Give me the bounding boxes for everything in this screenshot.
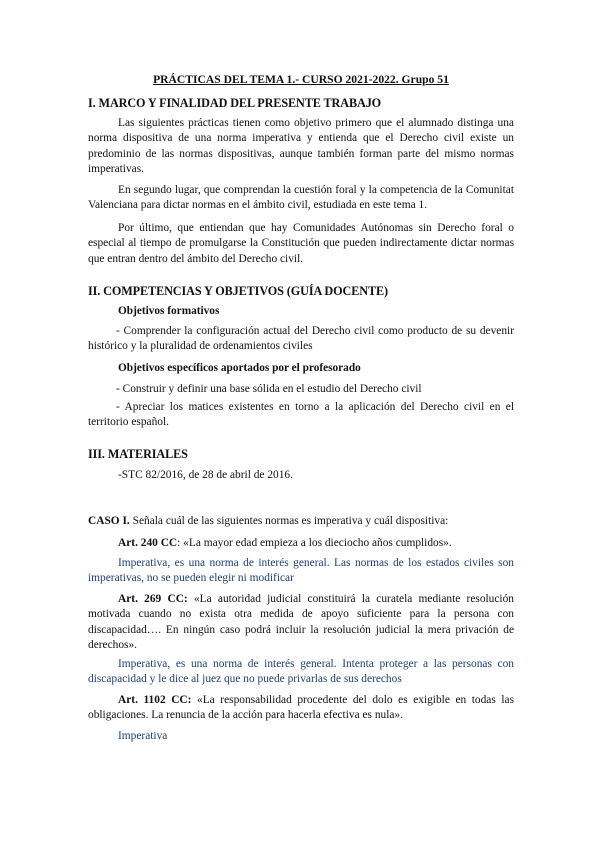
article-269-text: «La autoridad judicial constituirá la curatela mediante resolución motivada cuando no exista otra medida de apoyo suficiente para la persona con discapacidad…. En ningún caso podrá incluir la resolución judicial la mera privación de derechos». — [88, 593, 514, 652]
article-240-answer: Imperativa, es una norma de interés general. Las normas de los estados civiles son imperativas, no se pueden elegir ni modificar — [88, 557, 514, 585]
article-240-ref: Art. 240 CC — [118, 537, 178, 549]
formative-objective-item: - Comprender la configuración actual del Derecho civil como producto de su devenir histórico y la pluralidad de ordenamientos civiles — [88, 325, 514, 353]
section-1-heading: I. MARCO Y FINALIDAD DEL PRESENTE TRABAJO — [88, 96, 382, 110]
caso-1-prompt — [88, 514, 514, 529]
article-269 — [88, 592, 514, 654]
article-240 — [88, 536, 514, 551]
formative-objectives-title: Objetivos formativos — [118, 305, 220, 317]
specific-objectives-title: Objetivos específicos aportados por el profesorado — [118, 362, 361, 374]
section-1-paragraph-3: Por último, que entiendan que hay Comunidades Autónomas sin Derecho foral o especial al tiempo de promulgarse la Constitución que pueden indirectamente dictar normas que entran dentro del ámbito del Derecho civil. — [88, 222, 514, 265]
specific-objective-item-2: - Apreciar los matices existentes en torno a la aplicación del Derecho civil en el territorio español. — [88, 401, 514, 429]
article-269-answer: Imperativa, es una norma de interés general. Intenta proteger a las personas con discapacidad y le dice al juez que no puede privarlas de sus derechos — [88, 658, 514, 686]
document-title: PRÁCTICAS DEL TEMA 1.- CURSO 2021-2022. Grupo 51 — [153, 73, 449, 86]
article-240-text: : «La mayor edad empieza a los dieciocho años cumplidos». — [177, 537, 452, 549]
caso-1-label: CASO I. — [88, 515, 130, 527]
section-1-paragraph-2: En segundo lugar, que comprendan la cuestión foral y la competencia de la Comunitat Valenciana para dictar normas en el ámbito civil, estudiada en este tema 1. — [88, 184, 514, 212]
article-1102-ref: Art. 1102 CC: — [118, 694, 192, 706]
article-1102-answer: Imperativa — [118, 730, 168, 742]
materials-item: -STC 82/2016, de 28 de abril de 2016. — [118, 469, 293, 481]
section-2-heading: II. COMPETENCIAS Y OBJETIVOS (GUÍA DOCENTE) — [88, 284, 388, 298]
article-1102-text: «La responsabilidad procedente del dolo es exigible en todas las obligaciones. La renuncia de la acción para hacerla efectiva es nula». — [88, 694, 515, 722]
article-1102 — [88, 693, 514, 724]
section-3-heading: III. MATERIALES — [88, 447, 188, 461]
specific-objective-item-1: - Construir y definir una base sólida en el estudio del Derecho civil — [116, 383, 422, 395]
section-1-paragraph-1: Las siguientes prácticas tienen como objetivo primero que el alumnado distinga una norma dispositiva de una norma imperativa y entienda que el Derecho civil existe un predominio de las normas dispositivas, aunque también forman parte del mismo normas imperativas. — [88, 117, 514, 176]
article-269-ref: Art. 269 CC: — [118, 593, 188, 605]
caso-1-prompt-text: Señala cuál de las siguientes normas es imperativa y cuál dispositiva: — [129, 515, 449, 527]
